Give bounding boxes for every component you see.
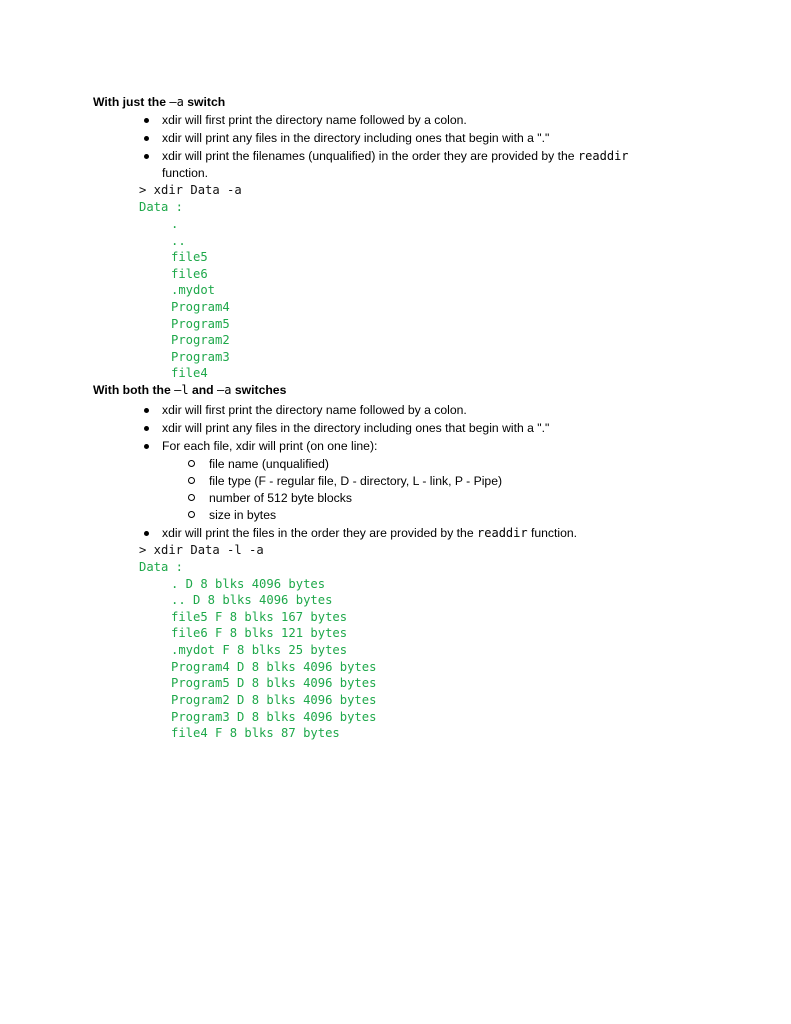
output-line: .mydot [171,283,216,297]
heading-text: and [188,383,218,397]
heading-text: switch [183,95,226,109]
sub-item [209,474,502,488]
bullet-item [162,421,632,435]
output-line: .. [171,234,186,248]
bullet-icon [144,136,149,141]
inline-code: readdir [477,526,528,540]
sub-item-text: number of 512 byte blocks [209,491,352,505]
hollow-bullet-icon [188,477,195,484]
bullet-icon [144,408,149,413]
bullet-icon [144,444,149,449]
output-line: Program5 D 8 blks 4096 bytes [171,676,377,690]
bullet-item [162,131,632,145]
bullet-text: xdir will first print the directory name followed by a colon. [162,403,467,417]
switch-code: –a [169,95,184,109]
bullet-item [162,439,632,453]
inline-code: readdir [577,149,629,163]
sub-item [209,491,352,505]
section-a-heading [93,95,225,109]
heading-text: With just the [93,95,170,109]
dir-name-line: Data : [139,560,184,574]
output-line: Program2 [171,333,230,347]
bullet-icon [144,154,149,159]
command-line: > xdir Data -a [139,183,242,197]
bullet-text: xdir will print any files in the directory including ones that begin with a "." [162,131,550,145]
hollow-bullet-icon [188,494,195,501]
hollow-bullet-icon [188,460,195,467]
sub-item [209,508,276,522]
output-line: file5 F 8 blks 167 bytes [171,610,348,624]
sub-item-text: file name (unqualified) [209,457,329,471]
output-line: file4 [171,366,208,380]
sub-item [209,457,329,471]
bullet-icon [144,426,149,431]
bullet-text: function. [527,526,578,540]
output-line: file5 [171,250,208,264]
bullet-text: xdir will print the filenames (unqualified) in the order they are provided by the [162,149,578,163]
output-line: Program4 D 8 blks 4096 bytes [171,660,377,674]
switch-code: –a [217,383,232,397]
hollow-bullet-icon [188,511,195,518]
bullet-text: xdir will first print the directory name followed by a colon. [162,113,467,127]
output-line: Program4 [171,300,230,314]
bullet-text: xdir will print the files in the order they are provided by the [162,526,478,540]
command-line: > xdir Data -l -a [139,543,264,557]
bullet-icon [144,118,149,123]
bullet-icon [144,531,149,536]
heading-text: switches [231,383,287,397]
heading-text: With both the [93,383,175,397]
output-line: Program3 D 8 blks 4096 bytes [171,710,377,724]
output-line: .. D 8 blks 4096 bytes [171,593,333,607]
bullet-text: For each file, xdir will print (on one line): [162,439,378,453]
bullet-item [162,113,632,127]
bullet-continuation: function. [162,166,209,180]
bullet-item [162,526,632,540]
output-line: Program3 [171,350,230,364]
output-line: Program2 D 8 blks 4096 bytes [171,693,377,707]
output-line: file6 F 8 blks 121 bytes [171,626,348,640]
sub-item-text: size in bytes [209,508,277,522]
sub-item-text: file type (F - regular file, D - directory, L - link, P - Pipe) [209,474,503,488]
section-l-heading [93,383,286,397]
output-line: . [171,217,179,231]
bullet-text: xdir will print any files in the directory including ones that begin with a "." [162,421,550,435]
bullet-item [162,149,632,163]
output-line: file6 [171,267,208,281]
switch-code: –l [174,383,189,397]
output-line: Program5 [171,317,230,331]
bullet-item [162,403,632,417]
output-line: .mydot F 8 blks 25 bytes [171,643,348,657]
dir-name-line: Data : [139,200,184,214]
output-line: . D 8 blks 4096 bytes [171,577,326,591]
output-line: file4 F 8 blks 87 bytes [171,726,340,740]
